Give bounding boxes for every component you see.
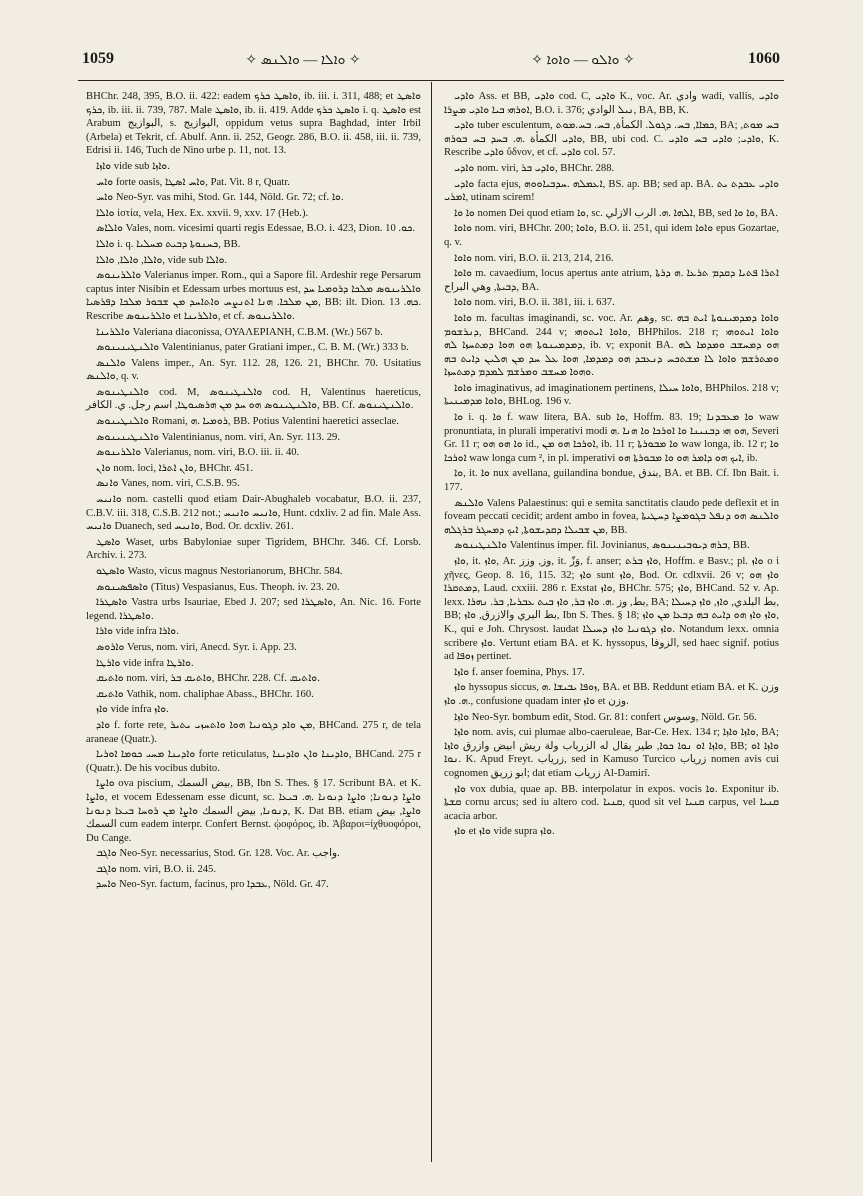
dictionary-entry: ܘܐܕܝ facta ejus, ܐܥܡܠܗ .ܚܕܒܝܐܘܘܗ, BS. ap. BB; sed ap. BA. ܘܐܕܝ ܥܒܕܬ ܝܬ ܐܡܪܝ, utinam scirem! <box>444 178 779 204</box>
dictionary-entry: ܘܐܙ vox dubia, quae ap. BB. interpolatur in expos. vocis ܘܐ. Exponitur ib. ܩܫܬܐ cornu arcus; sed iu altero cod. ܩܢܝܐ, quod sit vel ܩܢܝܐ carpus, vel ܩܢܝܐ acacia arbor. <box>444 783 779 822</box>
left-column <box>86 90 421 894</box>
dictionary-entry: ܘܐܢܝܚ nom. castelli quod etiam Dair-Abughaleb vocabatur, B.O. ii. 237, C.B.V. iii. 318, C.S.B. 212 not.; ܘܐܢܝܚ ܘܐܢܝܚ, Hunt. cdxliv. 2 ad fin. Male Ass. ܘܐܢܝܚ Duanech, sed ܘܐܢܝܚ, Bod. Or. dcxliv. 261. <box>86 494 421 533</box>
dictionary-entry: ܘܐ i. q. ܘܐ f. waw litera, BA. sub ܘܐ, Hoffm. 83. 19; ܘܐ ܡܥܒܕܢܐ waw pronuntiata, in plurali imperativi modi ܗܘ ܗܝ ܕܒܢܝܢܐ ܘܐ ܐܘܪܟܐ ܘܐ ܗܢܐ .ܗ, Severi Gr. 11 r; ܘܐ ܗܘ ܗܘ id., ܐܘܪܟܐ ܗܘ ܡܢ, ib. 11 r; ܘܐ ܡܒܘܪܬܐ waw longa, ib. 12 r; ܘܐ ܐܘܪܟܐ waw longa cum ², in pl. imperativi ܐܝܟ ܗܘ ܕܐܡܪ ܗܘ ܘܐ ܡܒܘܪܬܐ ܗܘ, ib. <box>444 412 780 464</box>
dictionary-entry: ܘܐܕܝܢܐ ܡܚܝ ܟܘܡܐ ܐܘܪܝܐ forte reticulatus, ܘܐܕܝܢܐ ܘܐܢ ܘܐܕܝܢܐ, BHCand. 275 r (Quatr.). De his vocibus dubito. <box>86 749 422 774</box>
dictionary-entry: ܘܐܙܐ f. anser foemina, Phys. 17. <box>454 666 585 678</box>
running-head-right: ✧ ܘܐܠܘ — ܘܐܘܐ ✧ <box>531 53 635 68</box>
page-number-left: 1059 <box>82 50 114 67</box>
dictionary-entry: ܘܐܣܛܘ Wasto, vicus magnus Nestorianorum, BHChr. 584. <box>96 566 343 577</box>
running-head-left: ✧ ܘܐܠܐ — ܘܐܠܢܣ ✧ <box>245 53 361 68</box>
dictionary-entry: ܘܐܠܐ ἱστία, vela, Hex. Ex. xxvii. 9, xxv. 17 (Heb.). <box>96 207 309 219</box>
dictionary-entry: ܘܐܪܐ vide infra ܘܐܪܐ. <box>96 626 179 638</box>
dictionary-entry: ܘܐܠܢܛܝܢܝܢܘܣ Valentinianus, pater Gratiani imper., C. B. M. (Wr.) 333 b. <box>96 342 409 354</box>
dictionary-entry: ܘܐܠܢܛܝܢܝܢܘܣ Valentinianus, nom. viri, An. Syr. 113. 29. <box>96 431 340 443</box>
dictionary-entry: ܘܐܣܛܪܐ Vastra urbs Isauriae, Ebed J. 207; sed ܘܐܣܛܪܐ, An. Nic. 16. Forte legend. ܘܐܣܛܪܐ. <box>86 597 421 622</box>
dictionary-entry: ܘܐܚ Neo-Syr. vas mihi, Stod. Gr. 144, Nöld. Gr. 72; cf. ܘܐ. <box>96 192 344 204</box>
dictionary-entry: ܘܐܘܐ nom. viri, B.O. ii. 213, 214, 216. <box>454 252 614 264</box>
dictionary-entry: ܘܐܬܝܩ Vathik, nom. chaliphae Abass., BHChr. 160. <box>96 688 314 700</box>
dictionary-entry: ܘܐܕܝ Ass. et BB, ܘܐܕܝ cod. C, ܘܐܕܝ K., voc. Ar. وادي wadi, vallis, ܘܐܕܝ ܐܘܪܗܝ ܒܝܐ ܘܐܕܝ ܡܨܪܐ, B.O. i. 376; ܢܝܠ الوادي, BA, BB, K. <box>444 91 779 116</box>
dictionary-entry: ܘܐܬܝܩ nom. viri, ܘܐܬܝܩ ܒܪ, BHChr. 228. Cf. ܘܐܬܝܩ. <box>96 673 320 685</box>
dictionary-entry: ܘܐܠܢܣ Valens Palaestinus: qui e semita sanctitatis claudo pede deflexit et in foveam peccati cecidit; ardent ambo in fovea, ܘܐܠܢܣ ܗܘ ܕܢܦܠ ܒܓܘܡܨܐ ܕܚܛܝܬܐ ܡܢ ܫܒܝܠܐ ܕܩܕܝܫܘܬܐ, ܐܝܟ ܕܡܚܓܪ ܒܪܓܠܗ, BB. <box>444 497 779 536</box>
dictionary-entry: ܘܐܢ nom. loci, ܘܐܢ ܐܬܪܐ, BHChr. 451. <box>96 462 253 474</box>
dictionary-entry: BHChr. 248, 395, B.O. ii. 422: eadem ܘܐܣܛ ܟܪܟ, ib. iii. i. 311, 488; et ܘܐܣܛ ܟܪܟ, ib. iii. ii. 739, 787. Male ܘܐܣܛ, ib. ii. 419. Adde ܘܐܣܛ ܟܪܟ i. q. ܘܐܣܛ est Arabum البوازيج, s. البوازيج, oppidum vetus supra Baghdad, inter Irbil (Arbela) et Tekrit, cf. Abulf. Ann. ii. 252, Geogr. 286, B.O. ii. 458, iii. ii. 739, Edrisi ii. 146, Tuch de Nino urbe p. 11, not. 13. <box>86 91 422 157</box>
dictionary-entry: ܘܐܘܐ m. cavaedium, locus apertus ante atrium, ܐܬܪܐ ܦܬܝܐ ܕܩܕܡ ܬܪܥܐ .ܗ ܕܪܬܐ ܕܒܝܬܐ, وهي البراح, BA. <box>444 268 779 293</box>
dictionary-entry: ܘܐܪܘܣ Verus, nom. viri, Anecd. Syr. i. App. 23. <box>96 641 297 653</box>
dictionary-entry: ܘܐܢܣ Vanes, nom. viri, C.S.B. 95. <box>96 478 240 490</box>
dictionary-entry: ܘܐܙ hyssopus siccus, ܙܘܦܐ ܝܒܝܫܐ .ܗ, BA. et BB. Reddunt etiam BA. et K. وزن .ܗ. ܘܐܙ, confusione quadam inter ܘܐܙ et وزن. <box>444 682 780 707</box>
dictionary-entry: ܘܐܠܐ, ܘܐܠܐ, ܘܐܠܐ, vide sub ܘܐܠܐ. <box>96 254 228 266</box>
dictionary-entry: ܘܐܚܕ Neo-Syr. factum, facinus, pro ܥܒܕܐ, Nöld. Gr. 47. <box>96 879 329 891</box>
dictionary-entry: ܘܐܠܢܛܝܢܘܣ cod. M, ܘܐܠܢܛܝܢܘܣ cod. H, Valentinus haereticus, ܘܐܠܢܛܝܢܘܣ ܗܘ ܚܕ ܡܢ ܗܪܣܝܘܛܐ, اسم رجل. ي. الكافر, BB. Cf. ܘܐܠܢܛܝܢܘܣ. <box>86 386 421 412</box>
dictionary-entry: ܘܐܓܒ nom. viri, B.O. ii. 245. <box>96 863 216 875</box>
dictionary-entry: ܘܐܙܐ nom. avis, cui plumae albo-caeruleae, Bar-Ce. Hex. 134 r; ܘܐܙܐ ܘܐܙܐ, BA; ܘܐܙܐ ܐܘ ܢܘܐ ܟܘܐ, طير يقال له الزرياب ولة ريش ابيض وازرق ܘܐܙܐ, BB; ܘܐܙܐ ܐܘ ܢܘܐ. K. Apud Freyt. زرياب, sed in Kamuso Turcico زرياب nomen avis cui cognomen ابو زريق; dat etiam زرياب Al-Damirî. <box>444 727 780 779</box>
dictionary-entry: ܘܐܠܢܛܝܢܘܣ Valentinus imper. fil. Jovinianus, ܒܪܗ ܕܝܘܒܝܢܝܢܘܣ, BB. <box>454 540 750 552</box>
dictionary-entry: ܘܐ, it. ܘܐ nux avellana, guilandina bondue, بندق, BA. et BB. Cf. Ibn Bait. i. 177. <box>444 468 779 494</box>
dictionary-entry: ܘܐܘܐ nom. viri, BHChr. 200; ܘܐܘܐ, B.O. ii. 251, qui idem ܘܐܘܐ epus Gozartae, q. v. <box>444 223 780 248</box>
right-column <box>444 90 779 841</box>
dictionary-entry: ܘܐܪܛܐ vide infra ܘܐܪܛܐ. <box>96 657 194 669</box>
dictionary-entry: ܘܐܠܢܛܝܢܘܣ Romani, ܪܘܡܝܐ .ܗ, BB. Potius Valentini haeretici asseclae. <box>96 416 399 428</box>
dictionary-entry: ܘܐܘܐ m. facultas imaginandi, sc. voc. Ar. وهم, sc. ܘܐܘܐ ܕܡܕܡܝܢܘܬܐ ܐܝܬ ܒܗ ܕܢܪܫܘܡ, BHCand. 244 v; ܘܐܘܐ ܐܝܬܘܗܝ, BHPhilos. 218 r; ܘܐܘܐ ܐܝܬܘܗܝ ܕܡܕܡܝܢܘܬܐ ܗܘ ܗܘܐ ܕܡܬܚܙܐ ܠܗ, ib. v; exponit BA. ܗܘ ܕܡܚܫܒ ܘܡܕܡܐ ܠܗ ܘܡܬܪܫܡ ܘܐܘܐ ܠܐ ܡܫܬܟܚ ܕܢܥܒܕ ܗܘ ܕܡܕܡܐ, ܗܘܐ ܥܠ ܚܕ ܡܢ ܗܠܝܢ ܕܐܝܬ ܒܗ ܘܗܘܐ ܡܚܫܒ ܘܡܪܫܡ ܠܡܕܡ ܕܡܬܚܙܐ. <box>444 312 780 379</box>
dictionary-entry: ܘܐܘܐ nom. viri, B.O. ii. 381, iii. i. 637. <box>454 297 615 309</box>
dictionary-entry: ܘܐܠܐ i. q. ܟܚܢܘܬܐ ܕܒܝܬ ܡܚܠܝܐ, BB. <box>96 238 241 250</box>
dictionary-entry: ܘܐ ܘܐ nomen Dei quod etiam ܘܐ, sc. ܐܠܗܐ .ܗ. الرب الازلي, BB, sed ܘܐ ܘܐ, BA. <box>454 207 778 219</box>
dictionary-entry: ܘܐܙ, it. ܘܐܙ, Ar. وز, وزز, it. وَزّ, f. anser; ܘܐܙ ܒܪܬ, Hoffm. e Basv.; pl. ܘܐܙ ο ἱ χῆνες, Geop. 8. 16, 115. 32; ܘܐܙ sunt ܘܐܙ, Bod. Or. cdlxvii. 26 v; ܘܐܙ ܗܘ ܕܡܬܩܪܐ, Laud. cxxiii. 286 r. Exstat ܘܐܙ, BHChr. 575; ܘܐܙ, BHCand. 52 v. Ap. lexx. بط, وز .ܗ. ܘܐܙ ܒܪ, ܘܐܙ ܒܝܬ ܥܒܪܝܐ, ܒܪ. ܢܗܪܐ, BA; بط البلدي, ܘܐܙ, ܘܐܙ ܕܚܝܠܐ, BB; بط البري والازرق, ܘܐܙ, Ibn S. Thes. § 18; ܘܐܙ ܘܐܙ ܗܘ ܕܐܝܬ ܒܗ ܕܒܥܐ ܡܢ ܘܐܙ, K., qui e Joh. Chrysost. laudat ܘܐܙ ܕܓܘܢܝܐ ܘܐܙ ܕܚܝܠܐ. Notandum lexx. omnia scribere ܘܐܙ. Vertunt etiam BA. et K. hyssopus, الزوفا, sed haec signif. potius ad ܙܘܦܐ pertinet. <box>444 556 780 663</box>
dictionary-entry: ܘܐܣܛ Waset, urbs Babyloniae super Tigridem, BHChr. 346. Cf. Lorsb. Archiv. i. 273. <box>86 536 421 562</box>
dictionary-entry: ܘܐܠܐܣ Vales, nom. vicesimi quarti regis Edessae, B.O. i. 423, Dion. ܟܘ. 10. <box>96 223 415 235</box>
page-header <box>78 50 784 74</box>
dictionary-entry: ܘܐܠܪܝܢܘܣ Valerianus imper. Rom., qui a Sapore fil. Ardeshir rege Persarum captus inter Nisibin et Edessam urbes mortuus est, ܘܐܠܪܝܢܘܣ ܡܠܟܐ ܕܪܘܡܝܐ ܚܕ ܡܢ ܡܠܟܐ. ܗܢܐ ܐܬܢܨܚ ܘܐܬܐܚܕ ܡܢ ܫܒܘܪ ܡܠܟܐ ܕܦܪܣܝܐ, BB: ilt. Dion. ܟܗ. 13. Rescribe ܘܐܠܪܝܢܘܣ et ܘܐܠܪܝܢܐ, et cf. ܘܐܠܪܝܢܘܣ. <box>86 270 421 322</box>
dictionary-entry: ܘܐܣܦܣܝܢܘܣ (Titus) Vespasianus, Eus. Theoph. iv. 23. 20. <box>96 581 340 593</box>
dictionary-entry: ܘܐܙ et ܘܐܙ vide supra ܘܐܙ. <box>454 826 555 838</box>
page-number-right: 1060 <box>748 50 780 67</box>
header-rule <box>78 80 784 81</box>
dictionary-entry: ܘܐܚ forte oasis, ܘܐܚ ܐܣܛܐ, Pat. Vit. 8 r, Quatr. <box>96 176 290 188</box>
column-divider <box>431 82 432 1162</box>
dictionary-entry: ܘܐܕܝ nom. viri, ܘܐܕܝ ܒܪ, BHChr. 288. <box>454 162 615 174</box>
dictionary-entry: ܘܐܘܐ imaginativus, ad imaginationem pertinens, ܘܐܘܐ ܚܝܠܐ, BHPhilos. 218 v; ܘܐܘܐ ܡܕܡܝܢܝܬܐ, BHLog. 196 v. <box>444 382 779 408</box>
dictionary-entry: ܘܐܕ f. forte rete, ܡܢ ܘܐܕ ܕܓܘܢܝܐ ܗܘܐ ܘܐܬܚܙܝ ܝܬܝܪ, BHCand. 275 r, de tela araneae (Quatr.). <box>86 719 421 745</box>
dictionary-entry: ܘܐܙܐ vide sub ܘܐܙܐ. <box>96 160 170 172</box>
dictionary-entry: ܘܐܕܝ tuber esculentum, ܟܡܐܐ, ܒܚ. ܕܓܘܠ. الكمأة, ܒܚ. ܒܚ.ܡܘܬ, BA; ܒܚ ܡܘܬ, ܘܐܕܝ الكمأة .ܗ. ܒܚܕ ܒܚ ܒܘܪܗ, BB, ubi cod. C. ܘܐܕܝ; ܘܐܕܝ ܒܚ ܘܐܕܝ, K. Rescribe ܘܐܕܝ ὕδνον, et cf. ܘܐܕܝ col. 57. <box>444 120 779 159</box>
dictionary-entry: ܘܐܠܢܣ Valens imper., An. Syr. 112. 28, 126. 21, BHChr. 70. Usitatius ܘܐܠܢܣ, q. v. <box>86 357 421 383</box>
dictionary-entry: ܘܐܠܪܝܢܐ Valeriana diaconissa, ΟΥΑΛΕΡΙΑΝΗ, C.B.M. (Wr.) 567 b. <box>96 326 383 338</box>
dictionary-entry: ܘܐܨܐ ova piscium, بيض السمك, BB, Ibn S. Thes. § 17. Scribunt BA. et K. ܘܐܨܐ, et vocem Edessenam esse dicunt, sc. ܘܐܨܐ ܕܢܘܢܐ; ܘܐܨܐ ܕܢܘܢܐ .ܗ. ܒܝܥܐ ܕܢܘܢܐ, بيض السمك ܘܐܨܐ ܡܢ ܪܘܚܐ ܒܝܥܐ ܕܢܘܢܐ, K. Dat BB. etiam ܘܐܨܐ, بيض السمك cum eadem interpr. Confert Bernst. ᾠοφόρος, ib. Ἀβαροι=ἰχθυοφόροι, Du Cange. <box>86 778 422 844</box>
dictionary-entry: ܘܐܙ vide infra ܘܐܙ. <box>96 704 169 716</box>
dictionary-entry: ܘܐܙܐ Neo-Syr. bombum edit, Stod. Gr. 81: confert وسوس, Nöld. Gr. 56. <box>454 711 757 723</box>
dictionary-entry: ܘܐܓܒ Neo-Syr. necessarius, Stod. Gr. 128. Voc. Ar. واجب. <box>96 848 340 860</box>
dictionary-entry: ܘܐܠܪܝܢܘܣ Valerianus, nom. viri, B.O. iii. ii. 40. <box>96 447 300 459</box>
